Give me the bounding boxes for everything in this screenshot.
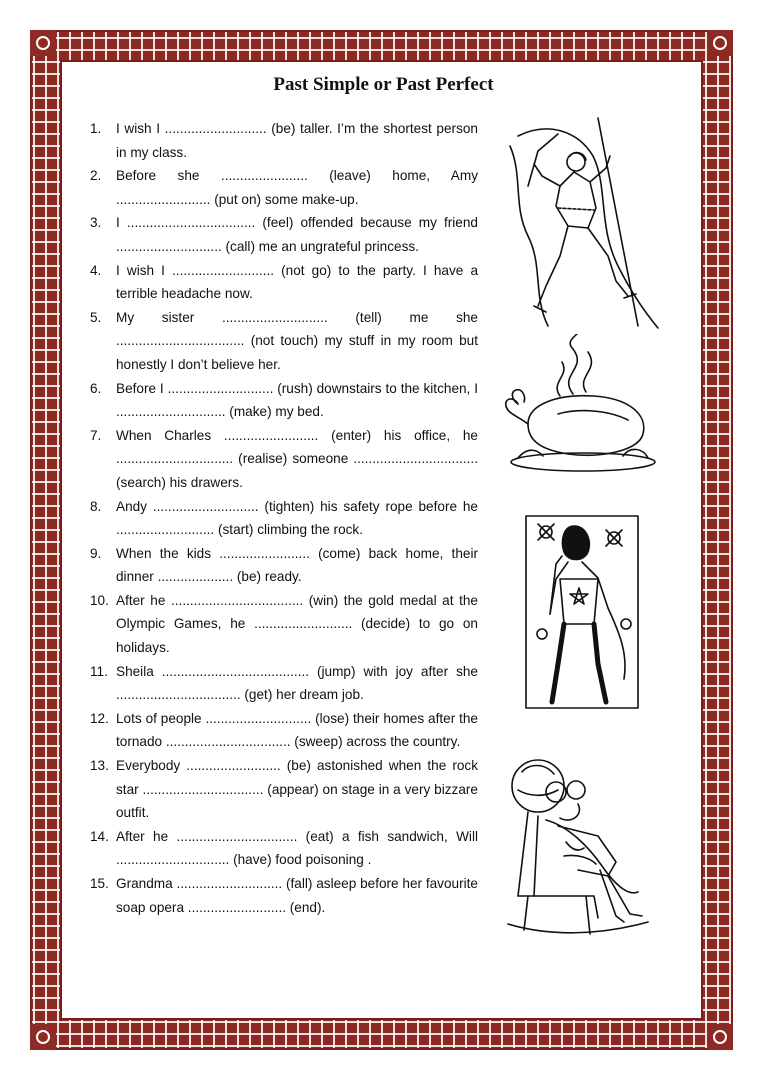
item-text: I wish I ........................... (not go) to the party. I have a terrible headache now. xyxy=(116,262,478,302)
item-number: 7. xyxy=(90,427,102,443)
exercise-item xyxy=(90,377,478,424)
exercise-item xyxy=(90,707,478,754)
item-text: Before I ............................ (rush) downstairs to the kitchen, I ............................. (make) my bed. xyxy=(116,380,478,420)
exercise-item xyxy=(90,825,478,872)
exercise-item xyxy=(90,117,478,164)
exercise-item xyxy=(90,164,478,211)
exercise-item xyxy=(90,211,478,258)
exercise-item xyxy=(90,306,478,377)
item-number: 9. xyxy=(90,545,102,561)
grandma-rocking-chair-illustration xyxy=(498,746,668,946)
corner-ornament-top-right xyxy=(707,30,733,56)
item-number: 15. xyxy=(90,876,109,891)
item-number: 8. xyxy=(90,498,102,514)
item-number: 6. xyxy=(90,380,102,396)
item-number: 1. xyxy=(90,121,102,136)
item-text: Sheila ....................................... (jump) with joy after she ................................. (get) her dream job. xyxy=(116,663,478,703)
item-text: When the kids ........................ (come) back home, their dinner .................... (be) ready. xyxy=(116,545,478,585)
item-text: Grandma ............................ (fall) asleep before her favourite soap opera .......................... (end). xyxy=(116,876,478,915)
roast-chicken-illustration xyxy=(498,334,668,474)
item-text: Lots of people ............................ (lose) their homes after the tornado ................................. (sweep) across the country. xyxy=(116,710,478,750)
item-number: 4. xyxy=(90,262,102,278)
exercise-item xyxy=(90,259,478,306)
corner-ornament-bottom-right xyxy=(707,1024,733,1050)
exercise-item xyxy=(90,754,478,825)
item-number: 14. xyxy=(90,828,109,844)
item-text: After he ................................ (eat) a fish sandwich, Will .............................. (have) food poisoning . xyxy=(116,828,478,868)
item-text: After he ................................... (win) the gold medal at the Olympic Games, he .......................... (decide) to go on holidays. xyxy=(116,592,478,656)
exercise-item xyxy=(90,495,478,542)
item-text: Everybody ......................... (be) astonished when the rock star ................................ (appear) on stage in a very bizzare outfit. xyxy=(116,758,478,821)
worksheet xyxy=(60,60,703,1020)
exercise-item xyxy=(90,542,478,589)
exercise-list xyxy=(90,117,478,919)
item-text: When Charles ......................... (enter) his office, he ............................... (realise) someone ................................. (search) his drawers. xyxy=(116,427,478,490)
item-text: Andy ............................ (tighten) his safety rope before he .......................... (start) climbing the rock. xyxy=(116,498,478,538)
item-number: 11. xyxy=(90,663,108,679)
item-text: Before she ....................... (leave) home, Amy ......................... (put on) some make-up. xyxy=(116,168,478,207)
rock-singer-illustration xyxy=(498,504,668,714)
item-number: 13. xyxy=(90,758,109,774)
item-text: My sister ............................ (tell) me she .................................. (not touch) my stuff in my room but honestly I don’t believe her. xyxy=(116,309,478,372)
item-number: 12. xyxy=(90,710,109,726)
exercise-item xyxy=(90,589,478,660)
item-number: 10. xyxy=(90,592,109,608)
exercise-item xyxy=(90,872,478,919)
item-text: I wish I ........................... (be) taller. I’m the shortest person in my class. xyxy=(116,121,478,160)
exercise-item xyxy=(90,424,478,495)
item-number: 2. xyxy=(90,168,102,184)
corner-ornament-bottom-left xyxy=(30,1024,56,1050)
corner-ornament-top-left xyxy=(30,30,56,56)
item-number: 5. xyxy=(90,309,102,325)
page-title: Past Simple or Past Perfect xyxy=(273,74,494,95)
item-number: 3. xyxy=(90,215,102,231)
exercise-item xyxy=(90,660,478,707)
climber-illustration xyxy=(498,116,668,331)
item-text: I .................................. (feel) offended because my friend ............................ (call) me an ungrateful princess. xyxy=(116,215,478,254)
